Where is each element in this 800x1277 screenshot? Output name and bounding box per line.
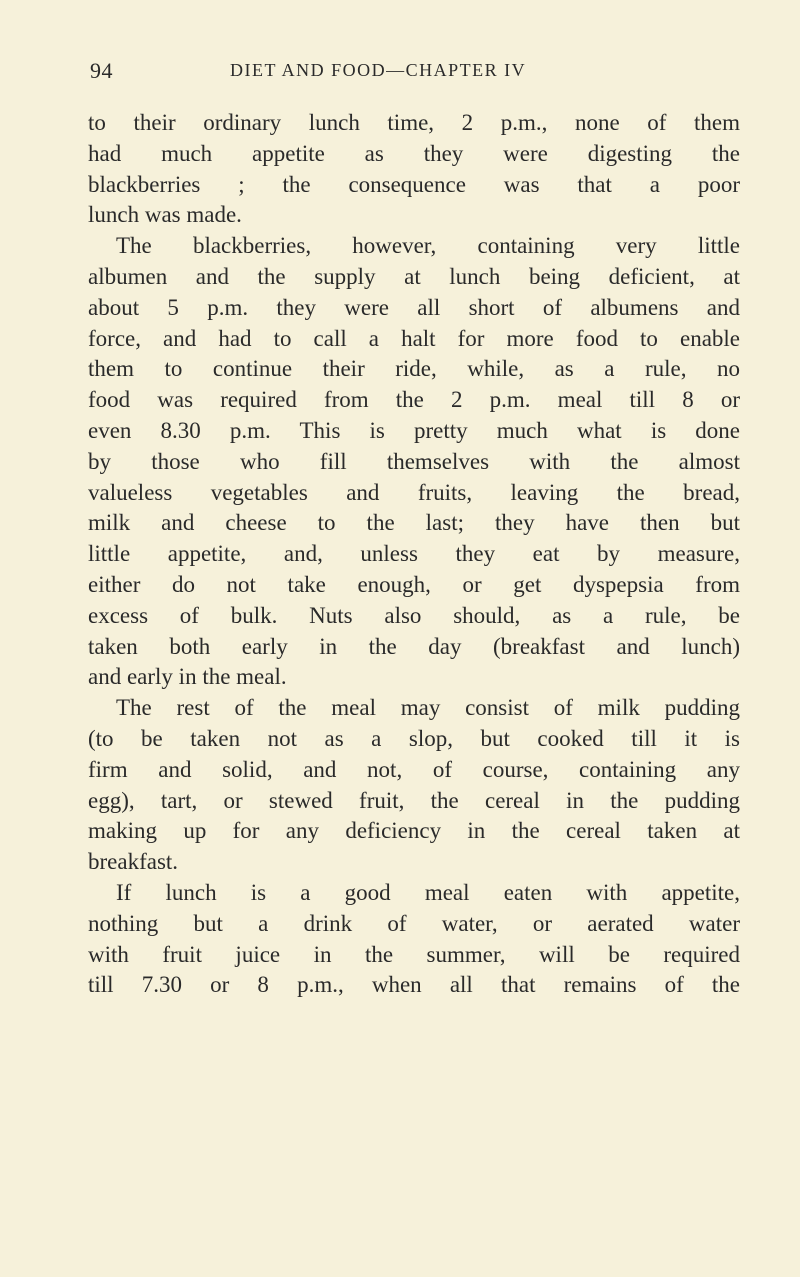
text-line: about 5 p.m. they were all short of albumens and (88, 294, 740, 320)
text-line: to their ordinary lunch time, 2 p.m., none of them (88, 110, 740, 135)
text-line: with fruit juice in the summer, will be required (88, 941, 740, 967)
text-line: The blackberries, however, containing very little (116, 233, 740, 259)
text-line: lunch was made. (88, 202, 242, 228)
text-line: egg), tart, or stewed fruit, the cereal in the pudding (88, 787, 740, 813)
text-line: making up for any deficiency in the cereal taken at (88, 818, 740, 844)
text-line: excess of bulk. Nuts also should, as a rule, be (88, 602, 740, 628)
text-line: till 7.30 or 8 p.m., when all that remains of the (88, 972, 740, 998)
text-line: nothing but a drink of water, or aerated water (88, 910, 740, 936)
text-line: albumen and the supply at lunch being deficient, at (88, 263, 740, 289)
text-line: firm and solid, and not, of course, containing any (88, 756, 740, 782)
text-line: had much appetite as they were digesting the (88, 140, 740, 166)
text-line: little appetite, and, unless they eat by measure, (88, 541, 740, 567)
text-line: valueless vegetables and fruits, leaving the bread, (88, 479, 740, 505)
body-text (88, 108, 740, 1001)
text-line: milk and cheese to the last; they have then but (88, 510, 740, 536)
page-header (90, 58, 730, 88)
page-number: 94 (90, 58, 113, 83)
text-line: If lunch is a good meal eaten with appetite, (116, 879, 740, 905)
text-line: breakfast. (88, 849, 179, 875)
text-line: taken both early in the day (breakfast and lunch) (88, 633, 740, 659)
text-line: food was required from the 2 p.m. meal till 8 or (88, 387, 740, 413)
text-line: The rest of the meal may consist of milk pudding (116, 695, 740, 721)
text-line: blackberries ; the consequence was that a poor (88, 171, 740, 197)
text-line: (to be taken not as a slop, but cooked till it is (88, 725, 740, 751)
text-line: even 8.30 p.m. This is pretty much what is done (88, 417, 740, 443)
text-line: them to continue their ride, while, as a rule, no (88, 356, 740, 382)
text-line: force, and had to call a halt for more food to enable (88, 325, 740, 351)
text-line: either do not take enough, or get dyspepsia from (88, 571, 740, 597)
running-head: DIET AND FOOD—CHAPTER IV (230, 60, 527, 80)
text-line: by those who fill themselves with the almost (88, 448, 740, 474)
text-line: and early in the meal. (88, 664, 287, 690)
